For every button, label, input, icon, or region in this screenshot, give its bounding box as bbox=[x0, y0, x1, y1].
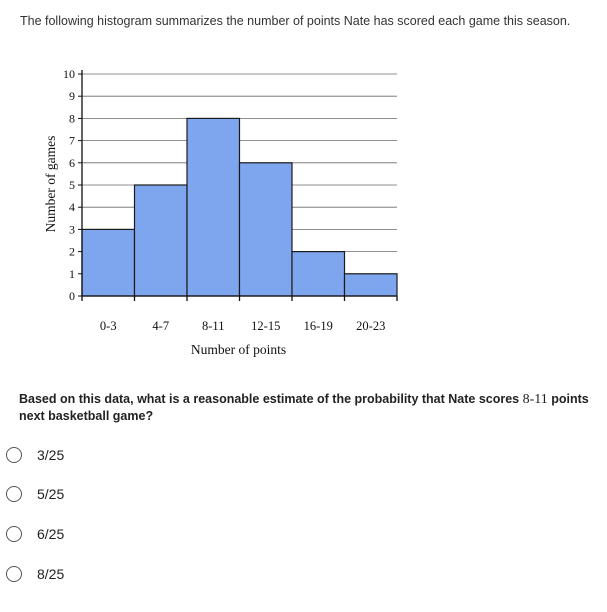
y-tick-label: 6 bbox=[69, 155, 75, 170]
y-tick-label: 7 bbox=[69, 133, 75, 148]
x-axis-title: Number of points bbox=[190, 342, 287, 357]
x-tick-label: 0-3 bbox=[99, 319, 117, 333]
histogram-bar bbox=[135, 185, 188, 296]
x-tick-label: 20-23 bbox=[356, 319, 386, 333]
question-text bbox=[19, 391, 599, 424]
answer-option-label: 6/25 bbox=[37, 526, 65, 542]
answer-option-label: 3/25 bbox=[37, 447, 65, 463]
answer-option[interactable] bbox=[6, 522, 64, 546]
x-tick-label: 12-15 bbox=[251, 319, 281, 333]
y-tick-label: 4 bbox=[69, 200, 75, 215]
x-tick-label: 4-7 bbox=[152, 319, 170, 333]
question-highlight: 8-11 bbox=[522, 392, 548, 407]
y-tick-label: 1 bbox=[69, 266, 75, 281]
y-tick-label: 10 bbox=[63, 67, 75, 81]
y-axis-title: Number of games bbox=[43, 135, 58, 233]
histogram-bar bbox=[187, 118, 240, 296]
histogram-bar bbox=[240, 163, 293, 296]
answer-option-label: 5/25 bbox=[37, 486, 65, 502]
histogram-bar bbox=[82, 229, 135, 296]
x-tick-label: 8-11 bbox=[202, 319, 225, 333]
y-tick-label: 2 bbox=[69, 244, 75, 259]
radio-button[interactable] bbox=[6, 486, 22, 502]
question-intro: The following histogram summarizes the number of points Nate has scored each game this season. bbox=[20, 14, 571, 28]
radio-button[interactable] bbox=[6, 526, 22, 542]
answer-option-label: 8/25 bbox=[37, 566, 65, 582]
y-tick-label: 0 bbox=[69, 289, 75, 303]
y-tick-label: 5 bbox=[69, 178, 75, 192]
histogram-bar bbox=[292, 252, 345, 296]
answer-option[interactable] bbox=[6, 562, 64, 586]
radio-button[interactable] bbox=[6, 566, 22, 582]
y-tick-label: 8 bbox=[69, 111, 75, 126]
y-tick-label: 3 bbox=[69, 222, 75, 237]
question-text-before: Based on this data, what is a reasonable estimate of the probability that Nate scores bbox=[19, 392, 523, 406]
answer-option[interactable] bbox=[6, 482, 64, 506]
histogram-bar bbox=[345, 274, 398, 296]
question-text-after: points next basketball game? bbox=[19, 392, 589, 423]
answer-option[interactable] bbox=[6, 443, 64, 467]
y-tick-label: 9 bbox=[69, 89, 75, 104]
radio-button[interactable] bbox=[6, 447, 22, 463]
x-tick-label: 16-19 bbox=[303, 319, 333, 333]
